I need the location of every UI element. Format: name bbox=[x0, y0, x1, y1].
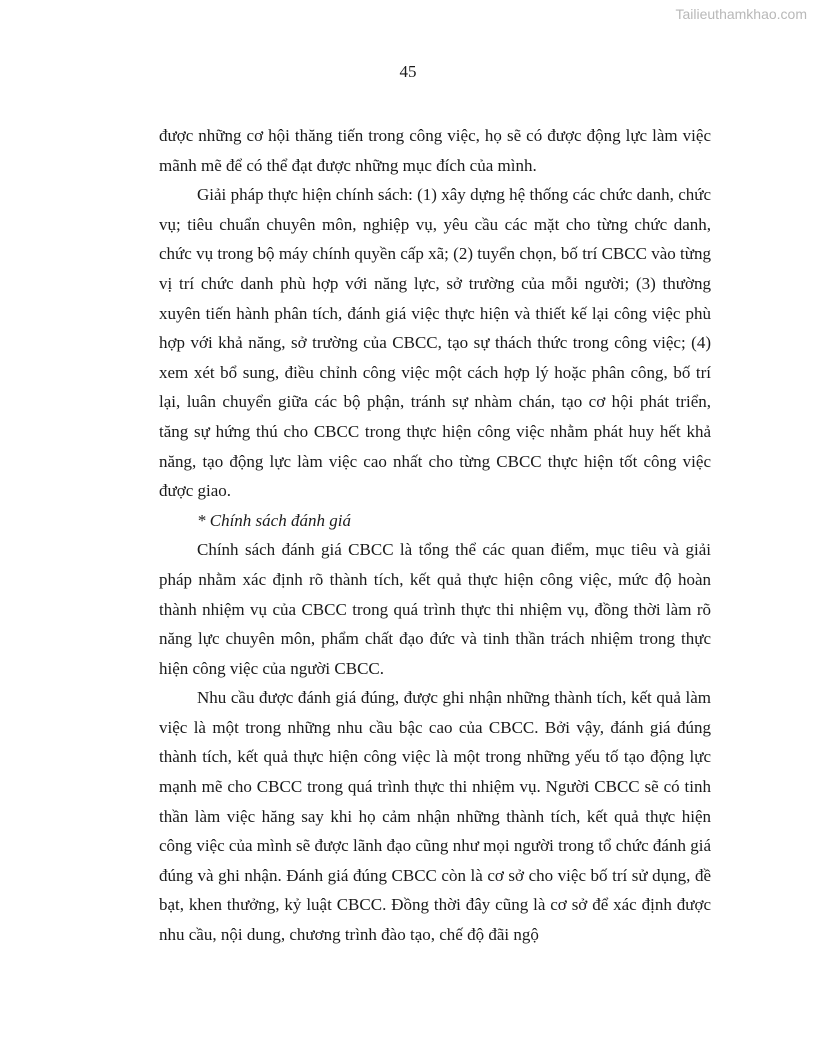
section-heading-evaluation-policy: * Chính sách đánh giá bbox=[197, 510, 351, 530]
paragraph-evaluation-definition: Chính sách đánh giá CBCC là tổng thể các quan điểm, mục tiêu và giải pháp nhằm xác định rõ thành tích, kết quả thực hiện công việc, mức độ hoàn thành nhiệm vụ của CBCC trong quá trình thực thi nhiệm vụ, đồng thời làm rõ năng lực chuyên môn, phẩm chất đạo đức và tinh thần trách nhiệm trong thực hiện công việc của người CBCC. bbox=[159, 540, 711, 678]
page-body bbox=[159, 121, 711, 950]
watermark: Tailieuthamkhao.com bbox=[675, 6, 807, 22]
paragraph-evaluation-needs: Nhu cầu được đánh giá đúng, được ghi nhận những thành tích, kết quả làm việc là một trong những nhu cầu bậc cao của CBCC. Bởi vậy, đánh giá đúng thành tích, kết quả thực hiện công việc là một trong những yếu tố tạo động lực mạnh mẽ cho CBCC trong quá trình thực thi nhiệm vụ. Người CBCC sẽ có tinh thần làm việc hăng say khi họ cảm nhận những thành tích, kết quả thực hiện công việc của mình sẽ được lãnh đạo cũng như mọi người trong tổ chức đánh giá đúng và ghi nhận. Đánh giá đúng CBCC còn là cơ sở cho việc bố trí sử dụng, đề bạt, khen thưởng, kỷ luật CBCC. Đồng thời đây cũng là cơ sở để xác định được nhu cầu, nội dung, chương trình đào tạo, chế độ đãi ngộ bbox=[159, 688, 711, 945]
paragraph-continuation: được những cơ hội thăng tiến trong công việc, họ sẽ có được động lực làm việc mãnh mẽ để có thể đạt được những mục đích của mình. bbox=[159, 126, 711, 175]
paragraph-policy-solutions: Giải pháp thực hiện chính sách: (1) xây dựng hệ thống các chức danh, chức vụ; tiêu chuẩn chuyên môn, nghiệp vụ, yêu cầu các mặt cho từng chức danh, chức vụ trong bộ máy chính quyền cấp xã; (2) tuyển chọn, bố trí CBCC vào từng vị trí chức danh phù hợp với năng lực, sở trường của mỗi người; (3) thường xuyên tiến hành phân tích, đánh giá việc thực hiện và thiết kế lại công việc phù hợp với khả năng, sở trường của CBCC, tạo sự thách thức trong công việc; (4) xem xét bổ sung, điều chỉnh công việc một cách hợp lý hoặc phân công, bố trí lại, luân chuyển giữa các bộ phận, tránh sự nhàm chán, tạo cơ hội phát triển, tăng sự hứng thú cho CBCC trong thực hiện công việc nhằm phát huy hết khả năng, tạo động lực làm việc cao nhất cho từng CBCC thực hiện tốt công việc được giao. bbox=[159, 185, 711, 501]
page-number: 45 bbox=[399, 62, 417, 81]
